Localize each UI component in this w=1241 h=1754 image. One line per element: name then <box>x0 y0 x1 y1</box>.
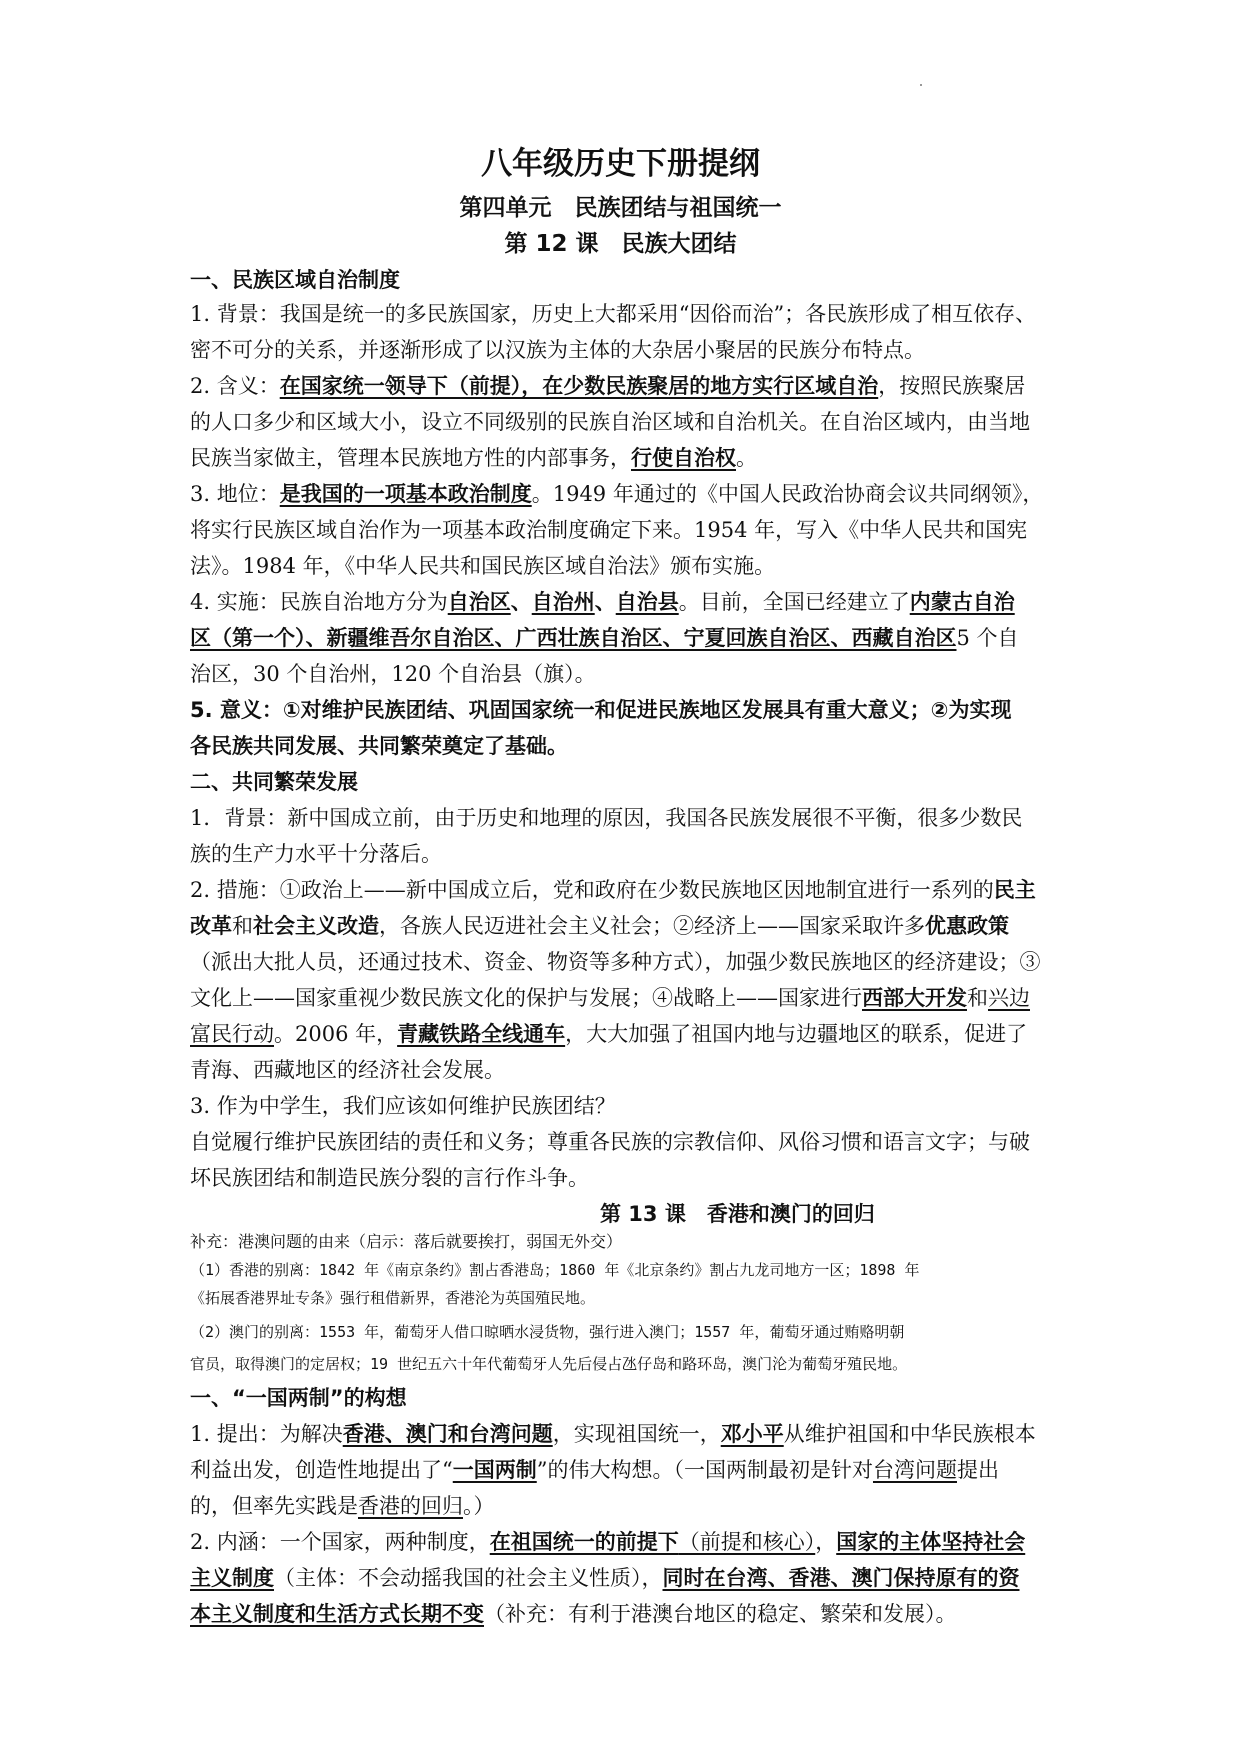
text-run: 文化上——国家重视少数民族文化的保护与发展；④战略上——国家进行 <box>190 986 862 1010</box>
key-point: 台湾问题 <box>872 1458 957 1482</box>
section-heading: 一、“一国两制”的构想 <box>190 1386 407 1410</box>
key-point: 国家的主体坚持社会 <box>836 1530 1026 1554</box>
paragraph-line: 3. 作为中学生，我们应该如何维护民族团结？ <box>190 1094 616 1118</box>
text-run: 1. 提出：为解决 <box>190 1422 343 1446</box>
paragraph-line: 1. 背景：我国是统一的多民族国家，历史上大都采用“因俗而治”；各民族形成了相互依存、 <box>190 302 1037 326</box>
key-point: 兴边 <box>988 986 1030 1010</box>
key-point: 富民行动 <box>190 1022 274 1046</box>
text-run: 2. 内涵：一个国家，两种制度， <box>190 1530 490 1554</box>
paragraph-line: 族的生产力水平十分落后。 <box>190 842 442 866</box>
paragraph-line <box>190 1452 1070 1488</box>
paragraph-line: 坏民族团结和制造民族分裂的言行作斗争。 <box>190 1166 589 1190</box>
supplement-line: 《拓展香港界址专条》强行租借新界，香港沦为英国殖民地。 <box>190 1289 596 1307</box>
paragraph-line: （派出大批人员，还通过技术、资金、物资等多种方式），加强少数民族地区的经济建设；③ <box>190 950 1041 974</box>
paragraph-line <box>190 908 1070 944</box>
unit-title: 第四单元 民族团结与祖国统一 <box>459 195 782 221</box>
paragraph-line <box>190 620 1070 656</box>
text-run: 5 个自 <box>956 626 1019 650</box>
paragraph-line <box>190 368 1070 404</box>
text-run: 3. 地位： <box>190 482 280 506</box>
key-point: 青藏铁路全线通车 <box>397 1022 566 1046</box>
key-point: 改革 <box>190 914 232 938</box>
section-heading: 二、共同繁荣发展 <box>190 770 358 794</box>
text-run: ， <box>815 1530 837 1554</box>
paragraph-line: 自觉履行维护民族团结的责任和义务；尊重各民族的宗教信仰、风俗习惯和语言文字；与破 <box>190 1130 1030 1154</box>
paragraph-line: 5. 意义：①对维护民族团结、巩固国家统一和促进民族地区发展具有重大意义；②为实现 <box>190 698 1012 722</box>
paragraph-line <box>190 1016 1070 1052</box>
supplement-line: 官员，取得澳门的定居权；19 世纪五六十年代葡萄牙人先后侵占氹仔岛和路环岛，澳门沦为葡萄牙殖民地。 <box>190 1355 908 1373</box>
key-point: 自治州 <box>531 590 595 614</box>
key-point: 一国两制 <box>452 1458 537 1482</box>
key-point: 民主 <box>993 878 1036 902</box>
scan-dot <box>920 84 922 86</box>
text-run: 提出 <box>956 1458 999 1482</box>
key-point: 自治县 <box>615 590 679 614</box>
paragraph-line <box>190 872 1070 908</box>
key-point: 主义制度 <box>190 1566 274 1590</box>
text-run: 4. 实施：民族自治地方分为 <box>190 590 448 614</box>
text-run: 。 <box>736 446 757 470</box>
text-run: （主体：不会动摇我国的社会主义性质）， <box>274 1566 663 1590</box>
key-point: 邓小平 <box>720 1422 784 1446</box>
key-point: 香港、澳门和台湾问题 <box>342 1422 553 1446</box>
paragraph-line <box>190 440 1070 476</box>
key-point: 优惠政策 <box>925 914 1009 938</box>
text-run: （补充：有利于港澳台地区的稳定、繁荣和发展）。 <box>484 1602 957 1626</box>
document-title: 八年级历史下册提纲 <box>481 146 760 182</box>
text-run: 的，但率先实践是 <box>190 1494 358 1518</box>
paragraph-line: 的人口多少和区域大小，设立不同级别的民族自治区域和自治机关。在自治区域内，由当地 <box>190 410 1030 434</box>
text-run: 、 <box>510 590 532 614</box>
key-point: （前提和核心） <box>678 1530 816 1554</box>
paragraph-line: 法》。1984 年，《中华人民共和国民族区域自治法》颁布实施。 <box>190 554 776 578</box>
key-point: 是我国的一项基本政治制度 <box>279 482 532 506</box>
key-point: 在祖国统一的前提下 <box>489 1530 679 1554</box>
text-run: 、 <box>594 590 616 614</box>
paragraph-line: 密不可分的关系，并逐渐形成了以汉族为主体的大杂居小聚居的民族分布特点。 <box>190 338 925 362</box>
text-run: 。1949 年通过的《中国人民政治协商会议共同纲领》， <box>531 482 1044 506</box>
paragraph-line <box>190 584 1070 620</box>
supplement-line: （1）香港的别离：1842 年《南京条约》割占香港岛；1860 年《北京条约》割占九龙司地方一区；1898 年 <box>190 1261 920 1279</box>
lesson-13-title: 第 13 课 香港和澳门的回归 <box>600 1202 875 1226</box>
paragraph-line: 将实行民族区域自治作为一项基本政治制度确定下来。1954 年，写入《中华人民共和国宪 <box>190 518 1028 542</box>
key-point: 区（第一个）、新疆维吾尔自治区、广西壮族自治区、宁夏回族自治区、西藏自治区 <box>190 626 957 650</box>
key-point: 行使自治权 <box>631 446 736 470</box>
paragraph-line <box>190 1416 1070 1452</box>
key-point: 香港的回归 <box>358 1494 463 1518</box>
text-run: 。2006 年， <box>274 1022 398 1046</box>
supplement-line: （2）澳门的别离：1553 年，葡萄牙人借口晾晒水浸货物，强行进入澳门；1557 年，葡萄牙通过贿赂明朝 <box>190 1323 905 1341</box>
paragraph-line <box>190 1560 1070 1596</box>
text-run: ”的伟大构想。（一国两制最初是针对 <box>536 1458 873 1482</box>
text-run: ，大大加强了祖国内地与边疆地区的联系，促进了 <box>565 1022 1028 1046</box>
key-point: 自治区 <box>447 590 511 614</box>
text-run: 2. 含义： <box>190 374 280 398</box>
paragraph-line <box>190 476 1070 512</box>
paragraph-line: 青海、西藏地区的经济社会发展。 <box>190 1058 505 1082</box>
paragraph-line <box>190 1596 1070 1632</box>
key-point: 同时在台湾、香港、澳门保持原有的资 <box>662 1566 1020 1590</box>
key-point: 本主义制度和生活方式长期不变 <box>190 1602 484 1626</box>
key-point: 在国家统一领导下（前提），在少数民族聚居的地方实行区域自治 <box>279 374 879 398</box>
paragraph-line: 1．背景：新中国成立前，由于历史和地理的原因，我国各民族发展很不平衡，很多少数民 <box>190 806 1023 830</box>
text-run: 民族当家做主，管理本民族地方性的内部事务， <box>190 446 631 470</box>
section-heading: 一、民族区域自治制度 <box>190 268 400 292</box>
paragraph-line <box>190 980 1070 1016</box>
text-run: 2. 措施：①政治上——新中国成立后，党和政府在少数民族地区因地制宜进行一系列的 <box>190 878 994 902</box>
text-run: 和 <box>232 914 253 938</box>
key-point: 内蒙古自治 <box>909 590 1015 614</box>
paragraph-line: 各民族共同发展、共同繁荣奠定了基础。 <box>190 734 568 758</box>
paragraph-line: 治区，30 个自治州，120 个自治县（旗）。 <box>190 662 596 686</box>
key-point: 西部大开发 <box>862 986 967 1010</box>
text-run: ，按照民族聚居 <box>878 374 1026 398</box>
text-run: ，实现祖国统一， <box>552 1422 721 1446</box>
supplement-line: 补充：港澳问题的由来（启示：落后就要挨打，弱国无外交） <box>190 1232 623 1251</box>
text-run: ，各族人民迈进社会主义社会；②经济上——国家采取许多 <box>379 914 925 938</box>
key-point: 社会主义改造 <box>253 914 379 938</box>
paragraph-line <box>190 1488 1070 1524</box>
paragraph-line <box>190 1524 1070 1560</box>
text-run: 利益出发，创造性地提出了“ <box>190 1458 453 1482</box>
text-run: 。目前，全国已经建立了 <box>678 590 910 614</box>
text-run: 从维护祖国和中华民族根本 <box>783 1422 1036 1446</box>
lesson-12-title: 第 12 课 民族大团结 <box>504 231 737 257</box>
text-run: 。） <box>463 1494 495 1518</box>
text-run: 和 <box>967 986 988 1010</box>
